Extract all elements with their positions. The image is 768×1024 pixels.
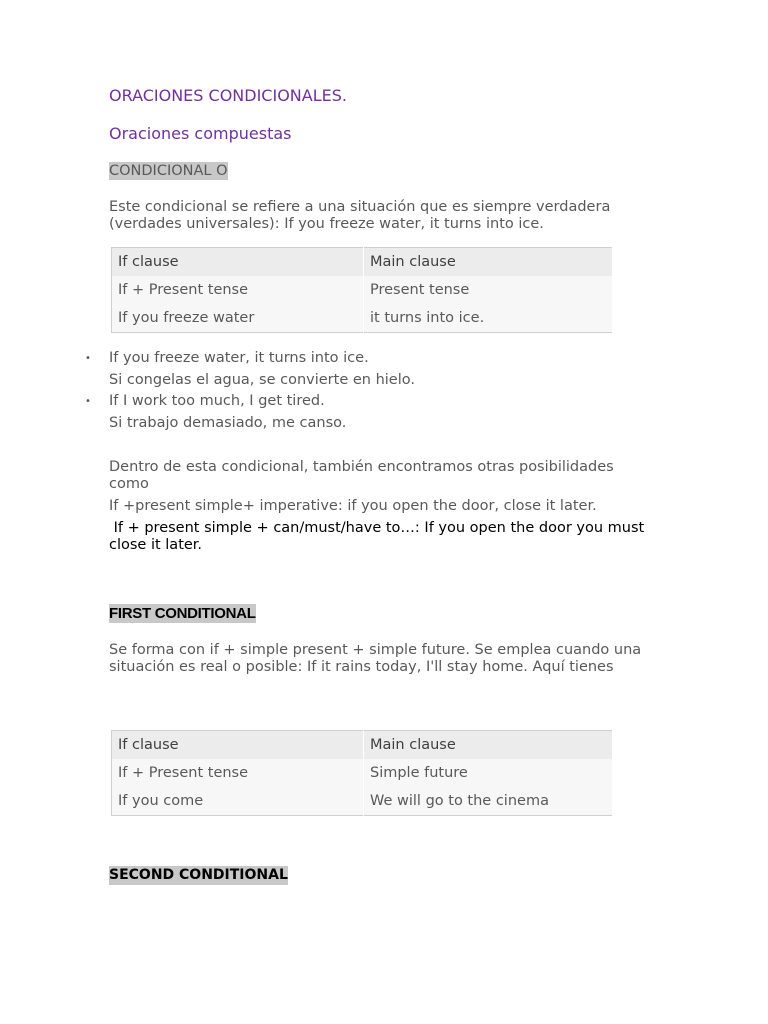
first-conditional-label: FIRST CONDITIONAL: [109, 605, 256, 622]
example-spanish: Si congelas el agua, se convierte en hielo.: [109, 372, 415, 388]
imperative-line: If +present simple+ imperative: if you open the door, close it later.: [109, 498, 597, 514]
other-possibilities-text: Dentro de esta condicional, también encontramos otras posibilidades como: [109, 459, 614, 492]
first-conditional-description: Se forma con if + simple present + simple future. Se emplea cuando una situación es real o posible: If it rains today, I'll stay home. Aquí tienes: [109, 642, 642, 675]
zero-conditional-label: CONDICIONAL O: [109, 163, 228, 179]
table-cell: If you come: [112, 787, 364, 816]
document-heading: ORACIONES CONDICIONALES.: [109, 86, 347, 105]
table-row: [112, 759, 613, 787]
table-row: [112, 276, 613, 304]
table-header-cell: If clause: [112, 248, 364, 277]
example-english: If I work too much, I get tired.: [109, 393, 325, 409]
table-cell: If you freeze water: [112, 304, 364, 333]
table-cell: Simple future: [364, 759, 613, 787]
bullet-icon: •: [85, 353, 91, 364]
example-spanish: Si trabajo demasiado, me canso.: [109, 415, 347, 431]
table-row: [112, 787, 613, 816]
second-conditional-label: SECOND CONDITIONAL: [109, 867, 288, 883]
table-header-row: [112, 731, 613, 760]
document-subheading: Oraciones compuestas: [109, 124, 292, 143]
modal-line: If + present simple + can/must/have to…: If you open the door you must close it later.: [109, 520, 649, 553]
zero-conditional-table: [111, 247, 613, 333]
table-header-row: [112, 248, 613, 277]
table-cell: Present tense: [364, 276, 613, 304]
first-conditional-table: [111, 730, 613, 816]
table-cell: If + Present tense: [112, 759, 364, 787]
table-header-cell: Main clause: [364, 248, 613, 277]
example-english: If you freeze water, it turns into ice.: [109, 350, 369, 366]
table-cell: We will go to the cinema: [364, 787, 613, 816]
zero-conditional-description: Este condicional se refiere a una situación que es siempre verdadera (verdades universales): If you freeze water, it turns into ice.: [109, 199, 611, 232]
table-header-cell: If clause: [112, 731, 364, 760]
list-item: [85, 350, 654, 367]
list-item: [85, 393, 654, 410]
bullet-icon: •: [85, 396, 91, 407]
table-cell: If + Present tense: [112, 276, 364, 304]
table-cell: it turns into ice.: [364, 304, 613, 333]
table-header-cell: Main clause: [364, 731, 613, 760]
table-row: [112, 304, 613, 333]
